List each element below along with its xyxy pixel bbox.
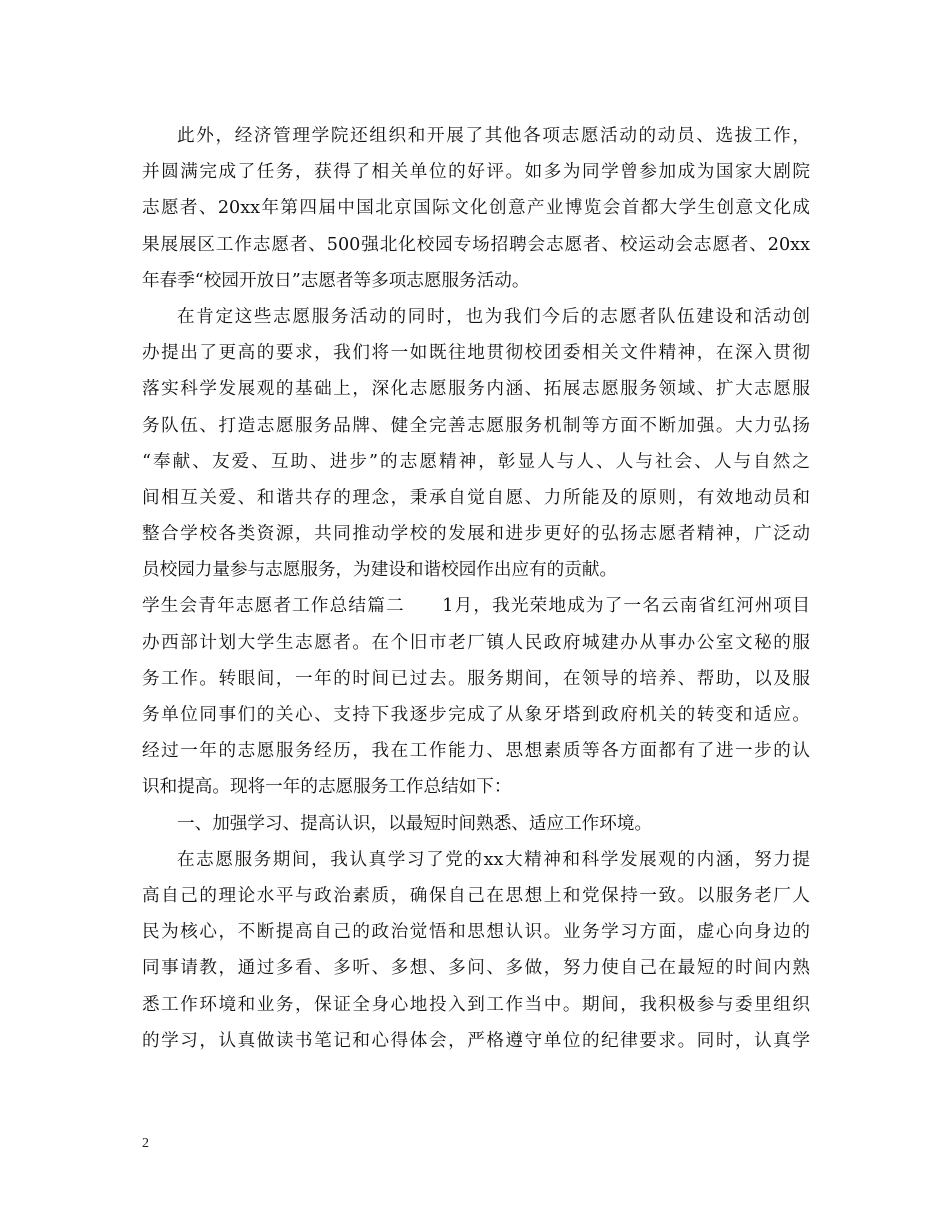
text-line: 高自己的理论水平与政治素质，确保自己在思想上和党保持一致。以服务老厂人 — [142, 885, 810, 906]
text-line: 此外，经济管理学院还组织和开展了其他各项志愿活动的动员、选拔工作， — [177, 126, 810, 146]
text-line: 学生会青年志愿者工作总结篇二 1月，我光荣地成为了一名云南省红河州项目 — [142, 596, 810, 617]
text-line: 志愿者、20xx年第四届中国北京国际文化创意产业博览会首都大学生创意文化成 — [142, 198, 810, 219]
text-line: 在志愿服务期间，我认真学习了党的xx大精神和科学发展观的内涵，努力提 — [177, 849, 810, 870]
paragraph — [142, 842, 810, 1059]
text-line: 务单位同事们的关心、支持下我逐步完成了从象牙塔到政府机关的转变和适应。 — [142, 705, 810, 725]
text-line: 同事请教，通过多看、多听、多想、多问、多做，努力使自己在最短的时间内熟 — [142, 958, 810, 979]
text-line: 识和提高。现将一年的志愿服务工作总结如下： — [142, 777, 512, 798]
paragraph — [142, 118, 810, 299]
text-line: 办西部计划大学生志愿者。在个旧市老厂镇人民政府城建办从事办公室文秘的服 — [142, 632, 810, 653]
text-line: “奉献、友爱、互助、进步”的志愿精神，彰显人与人、人与社会、人与自然之 — [142, 451, 810, 472]
text-line: 员校园力量参与志愿服务，为建设和谐校园作出应有的贡献。 — [142, 560, 618, 581]
text-line: 民为核心，不断提高自己的政治觉悟和思想认识。业务学习方面，虚心向身边的 — [142, 922, 810, 943]
text-line: 落实科学发展观的基础上，深化志愿服务内涵、拓展志愿服务领域、扩大志愿服 — [142, 379, 810, 400]
paragraph — [142, 588, 810, 805]
text-line: 并圆满完成了任务，获得了相关单位的好评。如多为同学曾参加成为国家大剧院 — [142, 162, 810, 183]
page-number: 2 — [142, 1136, 149, 1151]
text-line: 的学习，认真做读书笔记和心得体会，严格遵守单位的纪律要求。同时，认真学 — [142, 1030, 810, 1051]
text-line: 一、加强学习、提高认识，以最短时间熟悉、适应工作环境。 — [177, 813, 653, 834]
text-line: 务队伍、打造志愿服务品牌、健全完善志愿服务机制等方面不断加强。大力弘扬 — [142, 415, 810, 436]
text-line: 在肯定这些志愿服务活动的同时，也为我们今后的志愿者队伍建设和活动创 — [177, 306, 810, 327]
text-line: 悉工作环境和业务，保证全身心地投入到工作当中。期间，我积极参与委里组织 — [142, 994, 810, 1015]
paragraph — [142, 299, 810, 589]
section-heading — [142, 806, 810, 842]
text-line: 年春季“校园开放日”志愿者等多项志愿服务活动。 — [142, 270, 530, 291]
text-line: 间相互关爱、和谐共存的理念，秉承自觉自愿、力所能及的原则，有效地动员和 — [142, 487, 810, 508]
text-line: 整合学校各类资源，共同推动学校的发展和进步更好的弘扬志愿者精神，广泛动 — [142, 524, 810, 545]
document-body — [142, 118, 810, 1059]
text-line: 务工作。转眼间，一年的时间已过去。服务期间，在领导的培养、帮助，以及服 — [142, 668, 810, 689]
text-line: 果展展区工作志愿者、500强北化校园专场招聘会志愿者、校运动会志愿者、20xx — [142, 234, 810, 255]
text-line: 办提出了更高的要求，我们将一如既往地贯彻校团委相关文件精神，在深入贯彻 — [142, 343, 810, 364]
text-line: 经过一年的志愿服务经历，我在工作能力、思想素质等各方面都有了进一步的认 — [142, 741, 810, 762]
